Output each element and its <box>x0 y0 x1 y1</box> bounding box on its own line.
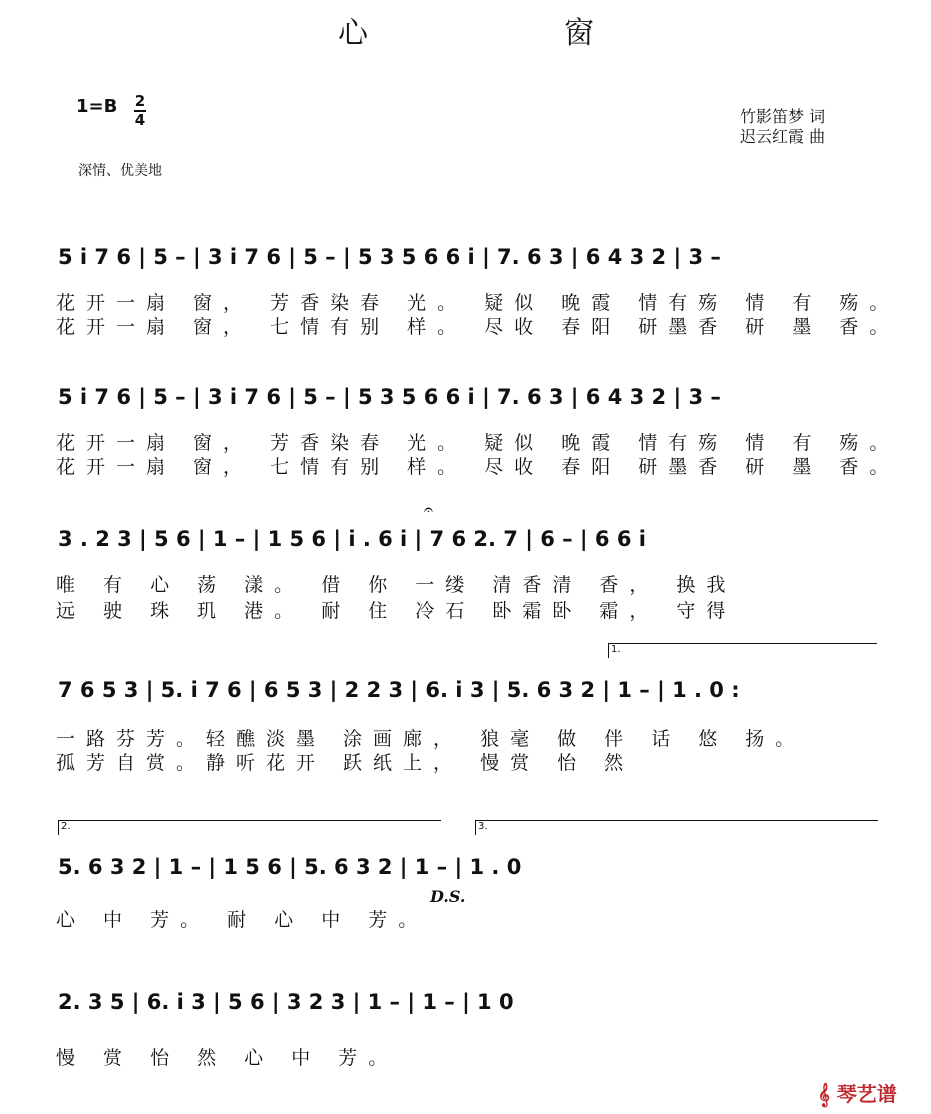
lyrics-row-2-verse-1: 花开一扇 窗， 芳香染春 光。 疑似 晚霞 情有殇 情 有 殇。 <box>56 432 900 454</box>
logo-icon: 𝄞 <box>818 1082 830 1106</box>
volta-2: 2. <box>58 820 441 835</box>
volta-3: 3. <box>475 820 878 835</box>
lyrics-row-5: 心 中 芳。 耐 心 中 芳。 <box>56 909 429 931</box>
notes-row-3: 3 . 2 3 | 5 6 | 1 – | 1 5 6 | i . 6 i | 7 6 2. 7 | 6 – | 6 6 i <box>58 527 646 551</box>
lyrics-row-6: 慢 赏 怡 然 心 中 芳。 <box>56 1047 399 1069</box>
lyrics-row-1-verse-2: 花开一扇 窗， 七情有别 样。 尽收 春阳 研墨香 研 墨 香。 <box>56 316 900 338</box>
volta-1: 1. <box>608 643 877 658</box>
lyrics-row-2-verse-2: 花开一扇 窗， 七情有别 样。 尽收 春阳 研墨香 研 墨 香。 <box>56 456 900 478</box>
logo-text: 琴艺谱 <box>836 1082 897 1106</box>
site-logo <box>818 1078 897 1107</box>
lyrics-row-3-verse-2: 远 驶 珠 玑 港。 耐 住 冷石 卧霜卧 霜， 守得 <box>56 600 737 622</box>
time-top: 2 <box>134 92 146 110</box>
lyrics-row-4-verse-1: 一路芬芳。轻醮淡墨 涂画廊， 狼毫 做 伴 话 悠 扬。 <box>56 728 806 750</box>
key-signature: 1=B <box>76 96 118 117</box>
lyrics-row-4-verse-2: 孤芳自赏。静听花开 跃纸上， 慢赏 怡 然 <box>56 752 635 774</box>
composer-credit: 迟云红霞 曲 <box>740 127 826 146</box>
time-bottom: 4 <box>134 111 146 129</box>
lyrics-row-1-verse-1: 花开一扇 窗， 芳香染春 光。 疑似 晚霞 情有殇 情 有 殇。 <box>56 292 900 314</box>
title-char-1: 心 <box>338 16 368 51</box>
notes-row-1: 5 i 7 6 | 5 – | 3 i 7 6 | 5 – | 5 3 5 6 6 i | 7. 6 3 | 6 4 3 2 | 3 – <box>58 245 721 269</box>
fermata-icon: 𝄐 <box>424 500 433 519</box>
notes-row-6: 2. 3 5 | 6. i 3 | 5 6 | 3 2 3 | 1 – | 1 – | 1 0 <box>58 990 514 1014</box>
dal-segno-mark: D.S. <box>430 887 466 906</box>
time-signature <box>134 94 146 128</box>
title-char-2: 窗 <box>564 16 594 51</box>
lyrics-row-3-verse-1: 唯 有 心 荡 漾。 借 你 一缕 清香清 香， 换我 <box>56 574 737 596</box>
notes-row-4: 7 6 5 3 | 5. i 7 6 | 6 5 3 | 2 2 3 | 6. i 3 | 5. 6 3 2 | 1 – | 1 . 0 : <box>58 678 740 702</box>
lyricist-credit: 竹影笛梦 词 <box>740 107 826 126</box>
notes-row-2: 5 i 7 6 | 5 – | 3 i 7 6 | 5 – | 5 3 5 6 6 i | 7. 6 3 | 6 4 3 2 | 3 – <box>58 385 721 409</box>
notes-row-5: 5. 6 3 2 | 1 – | 1 5 6 | 5. 6 3 2 | 1 – | 1 . 0 <box>58 855 522 879</box>
tempo-marking: 深情、优美地 <box>78 163 162 179</box>
